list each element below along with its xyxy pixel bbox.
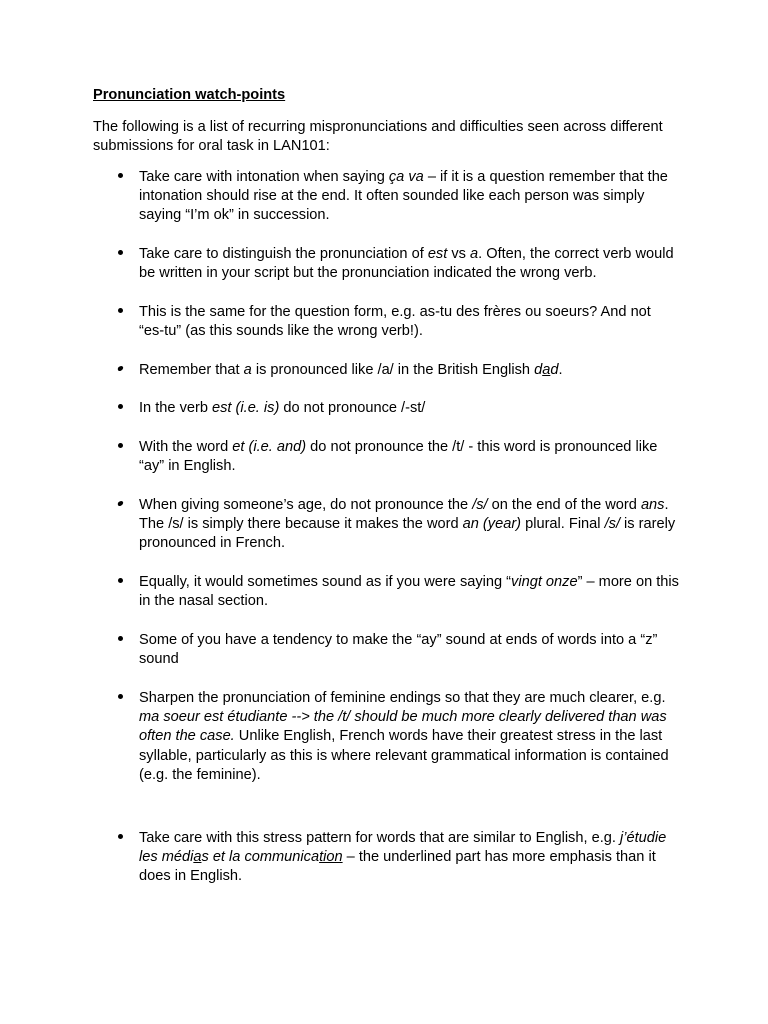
list-item-text: Take care to distinguish the pronunciation of est vs a. Often, the correct verb would be written in your script but the pronunciation indicated the wrong verb. (139, 246, 674, 282)
bullet-icon (115, 573, 125, 592)
list-item-text: This is the same for the question form, e.g. as-tu des frères ou soeurs? And not “es-tu” (as this sounds like the wrong verb!). (139, 304, 651, 340)
list-item (139, 496, 679, 554)
bullet-icon (115, 361, 125, 380)
list-item (139, 573, 679, 611)
list-item-text: In the verb est (i.e. is) do not pronounce /-st/ (139, 400, 426, 416)
list-item (139, 168, 679, 226)
bullet-icon (115, 438, 125, 457)
list-item-text: Take care with this stress pattern for words that are similar to English, e.g. j’étudie les médias et la communication – the underlined part has more emphasis than it does in English. (139, 830, 667, 885)
list-item-text: Sharpen the pronunciation of feminine endings so that they are much clearer, e.g. ma soeur est étudiante --> the /t/ should be much more clearly delivered than was often the case. Unlike English, French words have their greatest stress in the last syllable, particularly as this is where relevant grammatical information is contained (e.g. the feminine). (139, 690, 669, 783)
bullet-icon (115, 303, 125, 322)
list-item-text: Take care with intonation when saying ça va – if it is a question remember that the intonation should rise at the end. It often sounded like each person was simply saying “I’m ok” in succession. (139, 169, 668, 224)
document-title: Pronunciation watch-points (93, 87, 286, 103)
bullet-icon (115, 689, 125, 708)
list-item-text: Some of you have a tendency to make the “ay” sound at ends of words into a “z” sound (139, 632, 658, 668)
bullet-icon (115, 245, 125, 264)
bullet-icon (115, 631, 125, 650)
list-item (139, 438, 679, 476)
list-item (139, 829, 679, 887)
intro-paragraph: The following is a list of recurring mispronunciations and difficulties seen across different submissions for oral task in LAN101: (93, 119, 663, 155)
list-item (139, 399, 679, 418)
list-item-text: Equally, it would sometimes sound as if you were saying “vingt onze” – more on this in the nasal section. (139, 574, 679, 610)
list-item (139, 303, 679, 341)
list-item (139, 245, 679, 283)
bullet-icon (115, 829, 125, 848)
bullet-icon (115, 168, 125, 187)
list-item (139, 631, 679, 669)
list-item (139, 361, 679, 380)
bullet-icon (115, 399, 125, 418)
list-item-text: With the word et (i.e. and) do not pronounce the /t/ - this word is pronounced like “ay” in English. (139, 439, 658, 475)
list-item-text: When giving someone’s age, do not pronounce the /s/ on the end of the word ans. The /s/ is simply there because it makes the word an (year) plural. Final /s/ is rarely pronounced in French. (139, 497, 676, 552)
list-item-text: Remember that a is pronounced like /a/ in the British English dad. (139, 362, 563, 378)
bullet-icon (115, 496, 125, 515)
list-item (139, 689, 679, 785)
